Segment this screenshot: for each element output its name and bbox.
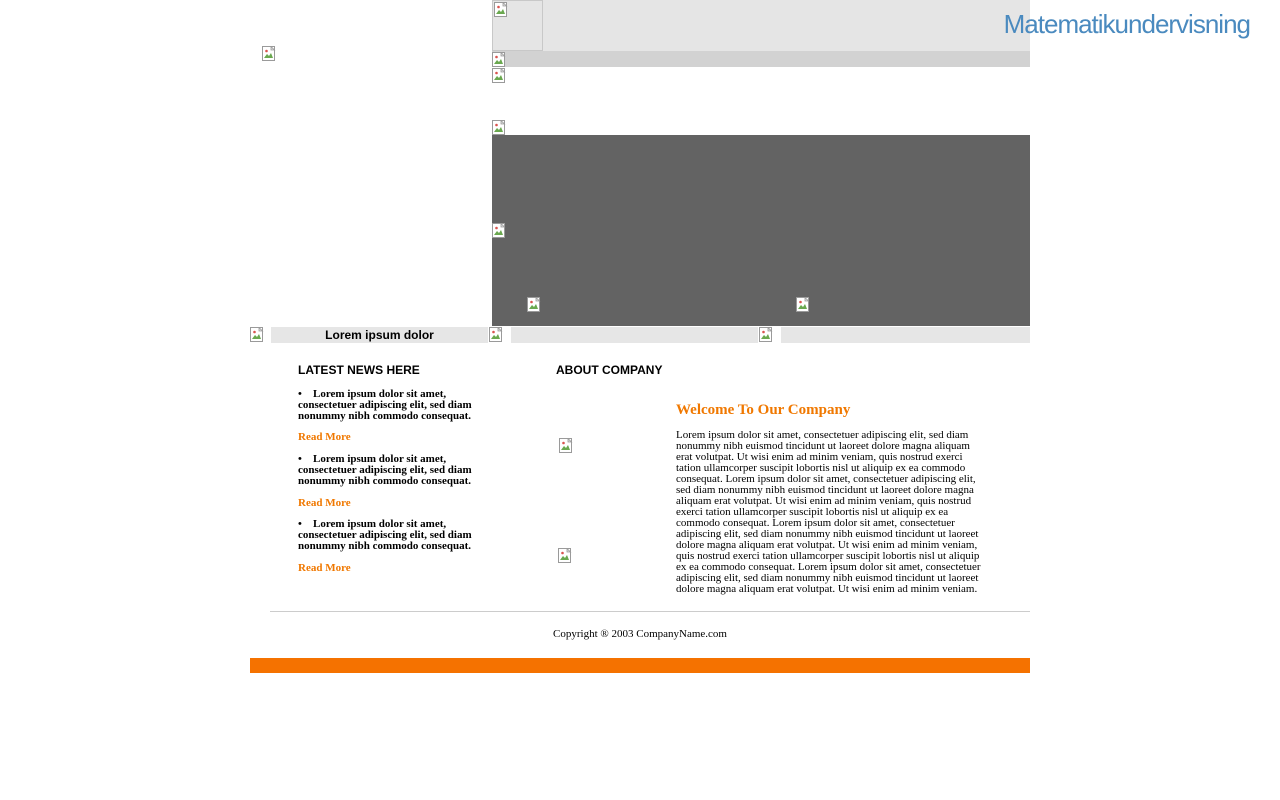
broken-image-icon (492, 120, 508, 136)
bullet: • (298, 518, 302, 530)
read-more-link[interactable]: Read More (298, 497, 351, 509)
read-more-link[interactable]: Read More (298, 431, 351, 443)
bullet: • (298, 388, 302, 400)
header-banner (492, 0, 1030, 51)
footer-accent-bar (250, 658, 1030, 673)
about-body-text: Lorem ipsum dolor sit amet, consectetuer adipiscing elit, sed diam nonummy nibh euismod tincidunt ut laoreet dolore magna aliquam erat volutpat. Ut wisi enim ad minim veniam, quis nostrud exerci tation ullamcorper suscipit lobortis nisl ut aliquip ex ea commodo consequat. Lorem ipsum dolor sit amet, consectetuer adipiscing elit, sed diam nonummy nibh euismod tincidunt ut laoreet dolore magna aliquam erat volutpat. Ut wisi enim ad minim veniam, quis nostrud exerci tation ullamcorper suscipit lobortis nisl ut aliquip ex ea commodo consequat. Lorem ipsum dolor sit amet, consectetuer adipiscing elit, sed diam nonummy nibh euismod tincidunt ut laoreet dolore magna aliquam erat volutpat. Ut wisi enim ad minim veniam, quis nostrud exerci tation ullamcorper suscipit lobortis nisl ut aliquip ex ea commodo consequat. Lorem ipsum dolor sit amet, consectetuer adipiscing elit, sed diam nonummy nibh euismod tincidunt ut laoreet dolore magna aliquam erat volutpat. Ut wisi enim ad minim veniam. (676, 429, 981, 595)
broken-image-icon (559, 438, 575, 454)
broken-image-icon (489, 327, 505, 343)
news-item: • Lorem ipsum dolor sit amet, consectetuer adipiscing elit, sed diam nonummy nibh commodo consequat. (298, 388, 472, 422)
hero-banner (492, 135, 1030, 326)
broken-image-icon (796, 297, 812, 313)
broken-image-icon (759, 327, 775, 343)
site-title[interactable]: Matematikundervisning (1003, 9, 1250, 39)
broken-image-icon (492, 223, 508, 239)
about-heading: ABOUT COMPANY (556, 363, 663, 377)
news-item: • Lorem ipsum dolor sit amet, consectetuer adipiscing elit, sed diam nonummy nibh commodo consequat. (298, 453, 472, 487)
broken-image-icon (558, 548, 574, 564)
nav-link-lorem[interactable]: Lorem ipsum dolor (325, 328, 434, 342)
welcome-heading: Welcome To Our Company (676, 402, 851, 418)
broken-image-icon (492, 68, 508, 84)
broken-image-icon (492, 52, 508, 68)
nav-cell-middle (511, 327, 758, 343)
copyright-text: Copyright ® 2003 CompanyName.com (553, 628, 727, 640)
nav-cell-right (781, 327, 1030, 343)
header-divider-bar (492, 51, 1030, 67)
broken-image-icon (527, 297, 543, 313)
news-heading: LATEST NEWS HERE (298, 363, 420, 377)
news-item: • Lorem ipsum dolor sit amet, consectetuer adipiscing elit, sed diam nonummy nibh commodo consequat. (298, 518, 472, 552)
broken-image-icon (250, 327, 266, 343)
footer-divider (270, 611, 1030, 612)
bullet: • (298, 453, 302, 465)
broken-image-icon (262, 46, 278, 62)
broken-image-icon (494, 2, 510, 18)
read-more-link[interactable]: Read More (298, 562, 351, 574)
